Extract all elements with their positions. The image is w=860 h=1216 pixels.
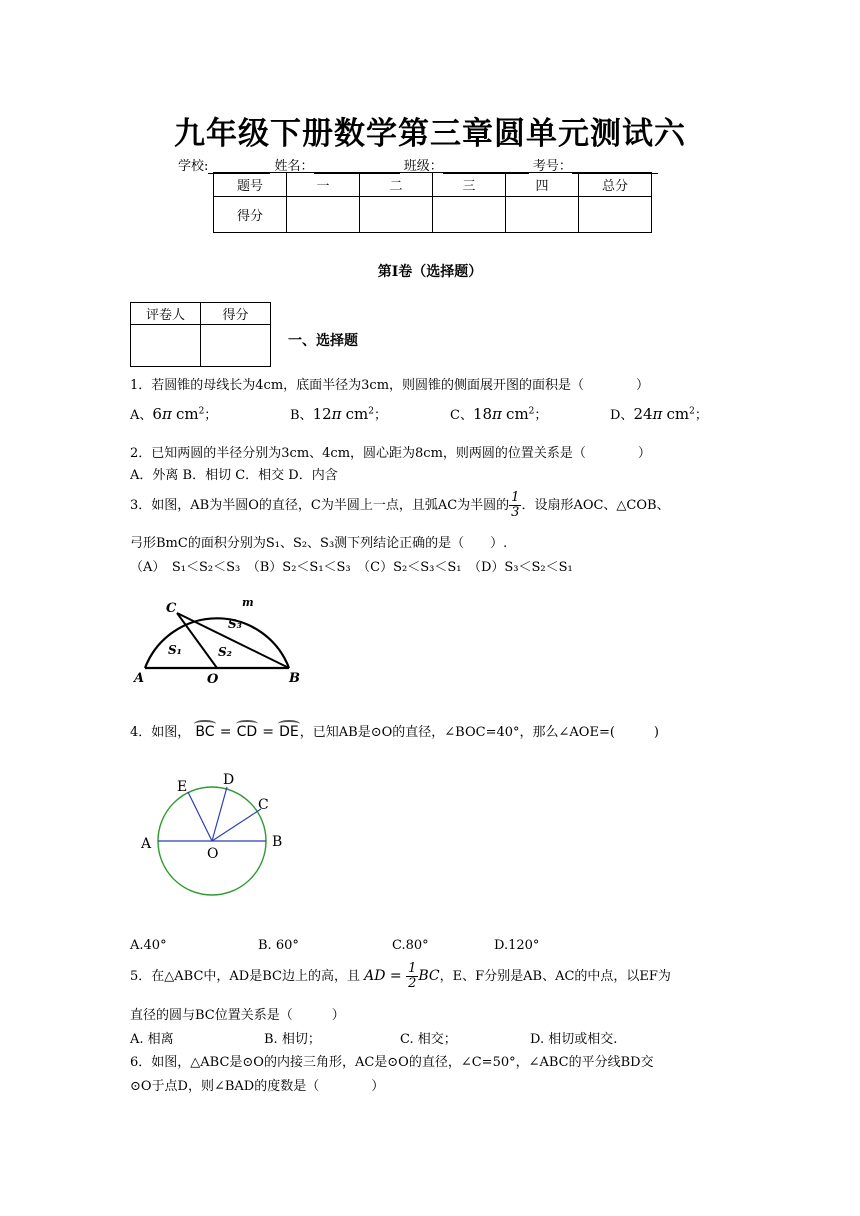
question-6-line1: 6．如图，△ABC是⊙O的内接三角形，AC是⊙O的直径，∠C=50°，∠ABC的平分线BD交 xyxy=(130,1055,654,1070)
option-b[interactable]: B、12π $cm^2$； xyxy=(290,405,388,423)
score-cell[interactable] xyxy=(579,197,652,233)
option-coef: 18 xyxy=(472,405,493,423)
question-4-text-b: ，已知AB是⊙O的直径，∠BOC=40°，那么∠AOE=( ) xyxy=(299,725,659,740)
option-coef: 12 xyxy=(312,405,332,423)
pi-symbol: π xyxy=(652,405,663,423)
arc-cd-label: CD xyxy=(236,724,258,740)
exam-no-label: 考号： xyxy=(532,159,572,174)
label-b: B xyxy=(272,834,283,850)
equals-sign: = xyxy=(262,724,275,740)
arc-bc xyxy=(194,718,215,746)
question-6-line2: ⊙O于点D，则∠BAD的度数是（ ） xyxy=(130,1079,385,1094)
option-label: C、 xyxy=(450,408,473,423)
score-header: 总分 xyxy=(579,173,652,197)
label-o: O xyxy=(207,846,219,862)
page-title: 九年级下册数学第三章圆单元测试六 xyxy=(174,116,686,152)
question-4-text-a: 4．如图， xyxy=(130,725,191,740)
option-sep: ； xyxy=(694,408,708,423)
option-a[interactable]: A.40° xyxy=(130,938,167,953)
arc-de xyxy=(278,718,300,746)
question-1-text: 1．若圆锥的母线长为4cm，底面半径为3cm，则圆锥的侧面展开图的面积是（ ） xyxy=(130,378,650,393)
option-a[interactable]: A. 相离 xyxy=(130,1032,174,1047)
label-e: E xyxy=(177,779,188,795)
score-header: 四 xyxy=(506,173,579,197)
label-a: A xyxy=(141,836,152,852)
label-b: B xyxy=(289,671,300,686)
semicircle-figure xyxy=(128,590,308,690)
question-2-text: 2．已知两圆的半径分别为3cm、4cm，圆心距为8cm，则两圆的位置关系是（ ） xyxy=(130,446,651,461)
arc-cd xyxy=(236,718,259,746)
grader-table xyxy=(130,302,271,367)
fraction-numerator: 1 xyxy=(408,961,417,976)
label-c: C xyxy=(258,797,269,813)
question-5-text xyxy=(130,958,671,994)
score-header: 三 xyxy=(433,173,506,197)
arc-bc-label: BC xyxy=(195,724,215,740)
question-3-text xyxy=(130,488,670,524)
score-table xyxy=(213,172,652,233)
option-unit: cm xyxy=(666,405,690,423)
option-d[interactable]: D. 相切或相交. xyxy=(530,1032,618,1047)
score-cell[interactable] xyxy=(360,197,433,233)
label-c: C xyxy=(166,601,177,616)
fraction xyxy=(509,491,521,520)
option-sep: ； xyxy=(534,408,548,423)
score-cell[interactable] xyxy=(287,197,360,233)
section-title: 一、选择题 xyxy=(288,333,358,349)
grader-cell[interactable] xyxy=(201,325,271,367)
label-o: O xyxy=(207,672,219,687)
score-row-label: 得分 xyxy=(214,197,287,233)
fraction-denominator: 3 xyxy=(511,505,520,520)
option-b[interactable]: B. 60° xyxy=(258,938,299,953)
grader-cell[interactable] xyxy=(131,325,201,367)
question-5-line2: 直径的圆与BC位置关系是（ ） xyxy=(130,1008,345,1023)
pi-symbol: π xyxy=(331,405,342,423)
circle-figure xyxy=(130,765,300,930)
grader-header: 得分 xyxy=(201,303,271,325)
label-a: A xyxy=(134,671,145,686)
option-d[interactable]: D.120° xyxy=(494,938,540,953)
option-c[interactable]: C.80° xyxy=(392,938,429,953)
label-s2: S₂ xyxy=(218,645,232,659)
formula-lhs: AD xyxy=(364,968,386,984)
label-m: m xyxy=(242,596,254,609)
school-label: 学校: xyxy=(178,159,209,174)
option-sep: ； xyxy=(374,408,388,423)
score-cell[interactable] xyxy=(506,197,579,233)
question-3-text-b: ．设扇形AOC、△COB、 xyxy=(521,498,670,513)
question-4-text xyxy=(130,718,659,746)
option-a[interactable]: A、6π $cm^2$； xyxy=(130,405,218,423)
semicircle-arc xyxy=(145,618,289,668)
option-unit: cm xyxy=(175,405,199,423)
question-5-text-b: ，E、F分别是AB、AC的中点，以EF为 xyxy=(439,969,671,984)
option-label: A、 xyxy=(130,408,153,423)
score-header: 一 xyxy=(287,173,360,197)
pi-symbol: π xyxy=(161,405,172,423)
class-label: 班级： xyxy=(403,159,443,174)
option-coef: 24 xyxy=(633,405,653,423)
formula-rhs: BC xyxy=(418,968,440,984)
score-cell[interactable] xyxy=(433,197,506,233)
arc-de-label: DE xyxy=(279,724,299,740)
formula-eq: = xyxy=(385,968,407,984)
question-2-options: A．外离 B．相切 C．相交 D．内含 xyxy=(130,468,338,483)
grader-header: 评卷人 xyxy=(131,303,201,325)
pi-symbol: π xyxy=(492,405,502,423)
option-c[interactable]: C. 相交； xyxy=(400,1032,457,1047)
radius-oe xyxy=(188,792,212,841)
option-label: D、 xyxy=(610,408,634,423)
question-3-text-a: 3．如图，AB为半圆O的直径，C为半圆上一点，且弧AC为半圆的 xyxy=(130,498,510,513)
option-coef: 6 xyxy=(152,405,162,423)
score-header: 题号 xyxy=(214,173,287,197)
option-unit: cm xyxy=(345,405,369,423)
fraction-numerator: 1 xyxy=(511,490,520,505)
option-b[interactable]: B. 相切； xyxy=(264,1032,321,1047)
volume-title: 第Ⅰ卷（选择题） xyxy=(377,264,483,280)
option-c[interactable]: C、18π $cm^2$； xyxy=(450,405,548,423)
name-label: 姓名： xyxy=(274,159,314,174)
label-s1: S₁ xyxy=(168,643,182,657)
question-3-options: （A） S₁＜S₂＜S₃ （B）S₂＜S₁＜S₃ （C）S₂＜S₃＜S₁ （D）S₃＜S₂＜S₁ xyxy=(130,560,573,575)
question-3-line2: 弓形BmC的面积分别为S₁、S₂、S₃测下列结论正确的是（ ）. xyxy=(130,536,508,551)
question-5-text-a: 5．在△ABC中，AD是BC边上的高，且 xyxy=(130,969,360,984)
option-sep: ； xyxy=(204,408,218,423)
equals-sign: = xyxy=(219,724,232,740)
score-header: 二 xyxy=(360,173,433,197)
label-d: D xyxy=(223,772,235,788)
option-unit: cm xyxy=(506,405,529,423)
option-label: B、 xyxy=(290,408,313,423)
fraction xyxy=(406,962,418,991)
fraction-denominator: 2 xyxy=(408,976,417,991)
option-d[interactable]: D、24π $cm^2$； xyxy=(610,405,708,423)
label-s3: S₃ xyxy=(228,617,242,631)
